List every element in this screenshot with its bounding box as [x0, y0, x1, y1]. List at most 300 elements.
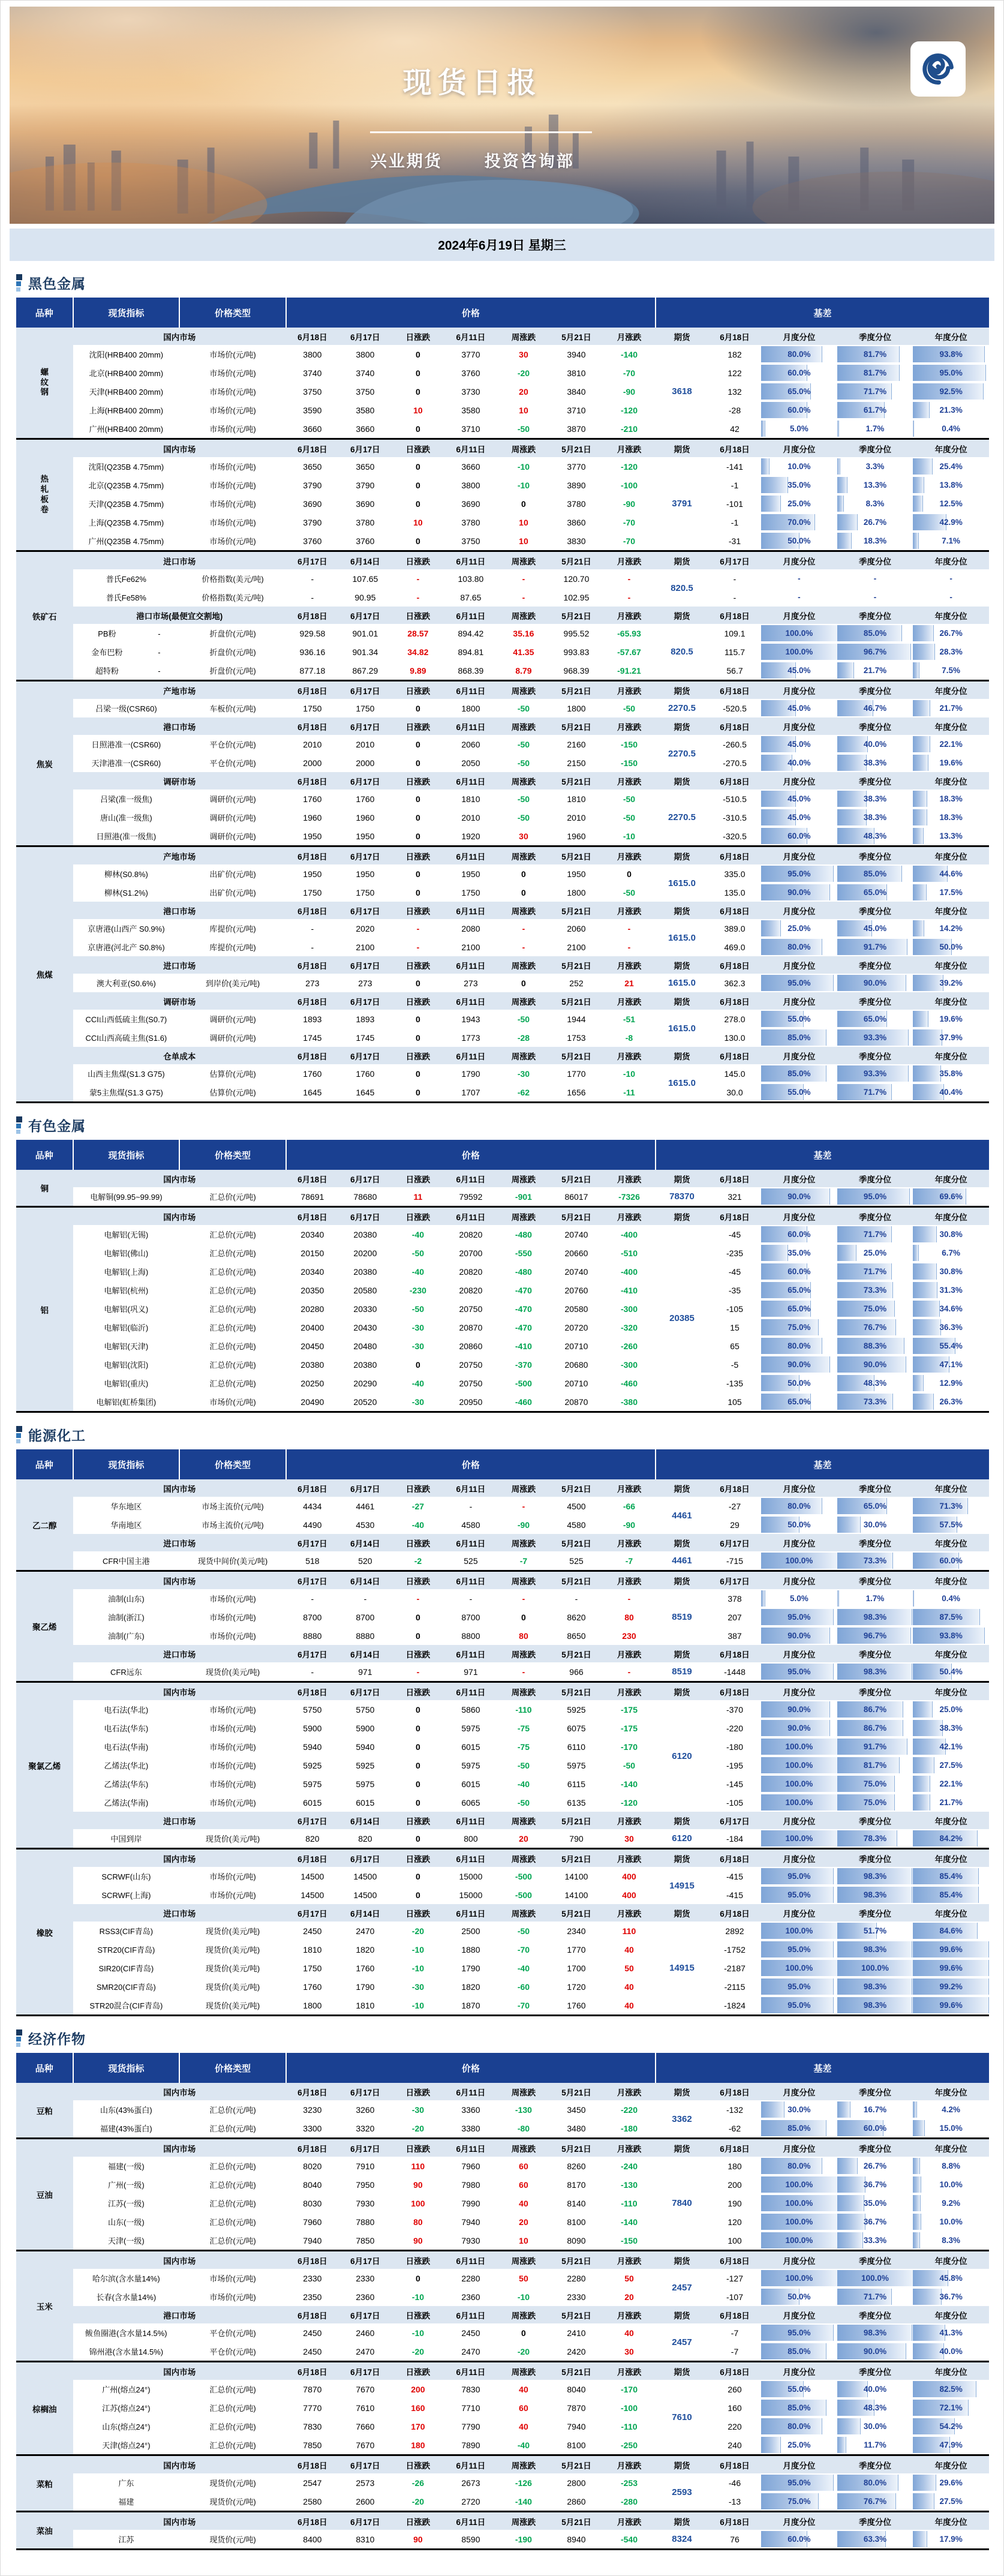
price-cell: 3650 — [303, 461, 322, 472]
date-header: 日涨跌 — [392, 956, 444, 974]
percentile-bar-wrap — [837, 939, 913, 955]
basis-date-header: 6月18日 — [708, 956, 761, 974]
basis-cell: -510.5 — [723, 794, 747, 804]
price-cell: 0 — [416, 1890, 420, 1900]
variety-label: 玉米 — [36, 2302, 53, 2311]
price-cell: 0 — [416, 812, 420, 822]
percentile-value: 35.0% — [787, 481, 811, 490]
percentile-cell — [913, 1262, 989, 1281]
futures-header: 期货 — [656, 1534, 708, 1551]
price-cell: 30 — [519, 349, 528, 359]
percentile-cell — [837, 938, 913, 956]
price-cell: 8310 — [339, 2530, 392, 2550]
price-cell: -50 — [517, 739, 530, 749]
date-header: 月涨跌 — [603, 1479, 656, 1497]
price-cell: 867.29 — [339, 661, 392, 681]
date-header: 5月21日 — [550, 1849, 603, 1868]
basis-cell: 469.0 — [724, 942, 746, 952]
market-header-row — [16, 1645, 989, 1662]
percentile-cell — [837, 789, 913, 808]
price-cell: -10 — [517, 2292, 530, 2302]
price-cell: 4530 — [356, 1520, 375, 1530]
price-type-cell: 市场价(元/吨) — [209, 369, 256, 378]
date-header: 6月17日 — [339, 2362, 392, 2380]
market-header-row — [16, 1479, 989, 1497]
date-header: 5月21日 — [550, 2455, 603, 2474]
price-cell: -140 — [620, 349, 638, 359]
bullet-square — [16, 1116, 22, 1122]
percentile-value: 98.3% — [863, 1890, 887, 1899]
quarterly-percentile-header: 季度分位 — [837, 772, 913, 789]
basis-cell: -715 — [708, 1551, 761, 1571]
futures-price-cell: 20385 — [656, 1225, 708, 1412]
price-cell: -110 — [621, 2421, 638, 2431]
percentile-cell — [913, 2175, 989, 2194]
price-cell: 20380 — [353, 1266, 377, 1277]
percentile-bar-wrap — [761, 1960, 837, 1976]
futures-header: 期货 — [656, 1207, 708, 1226]
price-cell: 3790 — [303, 517, 322, 527]
price-cell: 50 — [519, 2273, 528, 2283]
percentile-value: 26.7% — [939, 629, 963, 638]
percentile-cell — [761, 2212, 837, 2231]
indicator-cell: 电石法(华东) — [104, 1724, 149, 1733]
price-cell: 10 — [497, 532, 550, 551]
percentile-cell — [913, 1318, 989, 1337]
percentile-bar-wrap — [913, 1628, 989, 1644]
percentile-bar-wrap — [913, 755, 989, 771]
yearly-percentile-header: 年度分位 — [913, 717, 989, 735]
date-header: 6月17日 — [339, 2455, 392, 2474]
percentile-cell — [913, 1515, 989, 1534]
bullet-square — [16, 2029, 22, 2035]
percentile-bar-wrap — [837, 589, 913, 605]
percentile-value: 86.7% — [863, 1705, 887, 1714]
price-cell: 10 — [413, 405, 423, 415]
date-header: 月涨跌 — [603, 2455, 656, 2474]
price-cell: -90 — [623, 499, 636, 509]
date-header: 6月11日 — [444, 1479, 497, 1497]
table-header-row — [16, 1449, 989, 1479]
basis-date-header: 6月18日 — [708, 2362, 761, 2380]
yearly-percentile-header: 年度分位 — [913, 1682, 989, 1701]
price-cell: -320 — [620, 1322, 638, 1332]
percentile-cell — [837, 401, 913, 419]
percentile-value: 81.7% — [863, 350, 887, 359]
percentile-bar-wrap — [761, 2214, 837, 2230]
basis-cell: -45 — [728, 1229, 741, 1239]
basis-cell: -62 — [708, 2119, 761, 2139]
percentile-value: 18.3% — [939, 794, 963, 803]
price-cell: - — [603, 1662, 656, 1682]
date-header: 日涨跌 — [392, 1207, 444, 1226]
price-cell: - — [311, 574, 314, 584]
percentile-cell — [761, 345, 837, 364]
indicator-cell: 北京(Q235B 4.75mm) — [88, 481, 164, 490]
price-cell: -10 — [411, 1963, 425, 1973]
date-header: 6月17日 — [286, 1904, 339, 1922]
variety-label: 焦煤 — [36, 971, 53, 980]
price-type-cell: 到岸价(美元/吨) — [205, 979, 260, 988]
variety-label: 橡胶 — [36, 1928, 53, 1938]
price-cell: 5975 — [461, 1760, 480, 1770]
data-row — [16, 513, 989, 532]
percentile-cell — [761, 2417, 837, 2436]
basis-date-header: 6月18日 — [708, 992, 761, 1010]
price-cell: 525 — [444, 1551, 497, 1571]
percentile-bar-wrap — [761, 1282, 837, 1298]
date-header: 周涨跌 — [497, 956, 550, 974]
percentile-cell — [913, 1662, 989, 1682]
date-header: 月涨跌 — [603, 2251, 656, 2269]
data-row — [16, 1551, 989, 1571]
percentile-cell — [913, 1589, 989, 1608]
date-header: 月涨跌 — [603, 2512, 656, 2530]
indicator-cell: 吕梁(准一级焦) — [100, 795, 152, 804]
price-cell: 4580 — [461, 1520, 480, 1530]
futures-header: 期货 — [656, 1904, 708, 1922]
basis-cell: -7 — [731, 2328, 739, 2338]
percentile-cell — [913, 2157, 989, 2175]
price-cell: 3840 — [567, 386, 586, 397]
price-cell: 90 — [392, 2231, 444, 2251]
quarterly-percentile-header: 季度分位 — [837, 551, 913, 570]
price-cell: 2080 — [461, 923, 480, 933]
price-cell: 2470 — [444, 2342, 497, 2362]
indicator-cell: 华东地区 — [110, 1502, 142, 1511]
percentile-cell — [913, 1829, 989, 1849]
data-row — [16, 1244, 989, 1262]
percentile-bar-wrap — [913, 1701, 989, 1718]
percentile-bar-wrap — [837, 477, 913, 493]
yearly-percentile-header: 年度分位 — [913, 607, 989, 624]
date-header: 6月17日 — [339, 328, 392, 345]
date-header: 6月11日 — [444, 1534, 497, 1551]
price-cell: 30 — [603, 1829, 656, 1849]
percentile-cell — [837, 476, 913, 494]
percentile-cell — [837, 457, 913, 476]
date-header: 周涨跌 — [497, 1571, 550, 1590]
price-cell: 20740 — [564, 1229, 588, 1239]
percentile-value: - — [949, 574, 952, 583]
indicator-cell: 电解铜(99.95~99.99) — [73, 1187, 180, 1207]
price-type-cell: 汇总价(元/吨) — [179, 2231, 286, 2251]
data-row — [16, 699, 989, 717]
date-header: 月涨跌 — [603, 1207, 656, 1226]
indicator-cell: 日照港(准一级焦) — [73, 827, 180, 846]
monthly-percentile-header: 月度分位 — [761, 551, 837, 570]
price-cell: -20 — [517, 368, 530, 378]
percentile-value: 85.0% — [863, 869, 887, 878]
price-cell: 0 — [416, 1871, 420, 1881]
data-row — [16, 1392, 989, 1412]
price-cell: 0 — [416, 1797, 420, 1808]
price-cell: 7930 — [356, 2198, 375, 2208]
price-cell: - — [522, 942, 525, 952]
indicator-cell: 油制(广东) — [108, 1632, 145, 1641]
price-cell: 2580 — [286, 2492, 339, 2512]
price-cell: -180 — [603, 2119, 656, 2139]
percentile-value: 55.0% — [787, 1088, 811, 1097]
price-cell: 966 — [550, 1662, 603, 1682]
variety-label: 聚乙烯 — [32, 1623, 57, 1632]
percentile-bar-wrap — [761, 1887, 837, 1903]
data-row — [16, 401, 989, 419]
percentile-bar-wrap — [761, 884, 837, 900]
percentile-cell — [761, 2100, 837, 2119]
price-cell: -70 — [623, 517, 636, 527]
price-type-cell: 折盘价(元/吨) — [209, 648, 256, 657]
price-cell: 2330 — [567, 2292, 586, 2302]
date-header: 6月18日 — [286, 1479, 339, 1497]
futures-header: 期货 — [656, 2083, 708, 2100]
basis-cell: -320.5 — [708, 827, 761, 846]
data-row — [16, 1719, 989, 1737]
percentile-value: 27.5% — [939, 2497, 963, 2506]
indicator-cell: 蒙5主焦煤(S1.3 G75) — [73, 1083, 180, 1103]
yearly-percentile-header: 年度分位 — [913, 439, 989, 458]
percentile-value: 30.0% — [787, 2105, 811, 2114]
monthly-percentile-header: 月度分位 — [761, 1904, 837, 1922]
date-header: 日涨跌 — [392, 2306, 444, 2323]
price-cell: 3760 — [286, 532, 339, 551]
price-cell: 20450 — [300, 1341, 324, 1351]
percentile-value: 47.1% — [939, 1360, 963, 1369]
price-cell: 2010 — [303, 739, 322, 749]
percentile-bar-wrap — [761, 589, 837, 605]
price-cell: 102.95 — [563, 592, 590, 602]
price-cell: 2330 — [356, 2273, 375, 2283]
price-cell: 20 — [519, 386, 528, 397]
percentile-bar-wrap — [837, 533, 913, 549]
percentile-bar-wrap — [913, 1794, 989, 1811]
variety-cell — [16, 1207, 73, 1412]
price-cell: -110 — [515, 1704, 532, 1715]
price-cell: 2460 — [356, 2328, 375, 2338]
date-header: 月涨跌 — [603, 1534, 656, 1551]
indicator-cell: 福建(43%蛋白) — [73, 2119, 180, 2139]
percentile-cell — [913, 1010, 989, 1028]
percentile-value: 26.7% — [863, 2161, 887, 2170]
indicator-cell — [73, 624, 180, 643]
price-cell: 8590 — [444, 2530, 497, 2550]
price-cell: 2010 — [461, 812, 480, 822]
futures-price-cell: 7610 — [656, 2380, 708, 2455]
percentile-cell — [913, 1793, 989, 1812]
price-cell: 525 — [550, 1551, 603, 1571]
percentile-bar-wrap — [761, 1739, 837, 1755]
futures-price-cell: 14915 — [669, 1880, 695, 1891]
percentile-value: 90.0% — [787, 1705, 811, 1714]
price-cell: 0 — [521, 869, 526, 879]
price-cell: -70 — [517, 1944, 530, 1954]
yearly-percentile-header: 年度分位 — [913, 2362, 989, 2380]
price-cell: -10 — [411, 1944, 425, 1954]
percentile-value: 85.0% — [787, 2124, 811, 2133]
percentile-cell — [913, 1886, 989, 1904]
percentile-value: 17.9% — [939, 2535, 963, 2544]
price-cell: -27 — [411, 1501, 425, 1511]
percentile-value: 71.7% — [863, 1267, 887, 1276]
price-type-cell: 市场价(元/吨) — [209, 1632, 256, 1641]
basis-date-header: 6月18日 — [708, 2139, 761, 2157]
bullet-square — [16, 1433, 21, 1438]
monthly-percentile-header: 月度分位 — [761, 1479, 837, 1497]
price-cell: 1645 — [286, 1083, 339, 1103]
price-cell: 180 — [392, 2436, 444, 2455]
section-title-text: 黑色金属 — [28, 276, 86, 292]
percentile-value: 98.3% — [863, 1613, 887, 1622]
price-cell: - — [311, 942, 314, 952]
percentile-value: 90.0% — [787, 1192, 811, 1201]
price-cell: 2060 — [461, 739, 480, 749]
percentile-cell — [837, 494, 913, 513]
price-cell: 1950 — [356, 869, 375, 879]
percentile-bar-wrap — [837, 975, 913, 991]
price-cell: 20580 — [564, 1304, 588, 1314]
percentile-cell — [761, 1793, 837, 1812]
date-header: 周涨跌 — [497, 1170, 550, 1187]
percentile-cell — [761, 1589, 837, 1608]
percentile-bar-wrap — [761, 1084, 837, 1100]
price-cell: 40 — [624, 1944, 634, 1954]
percentile-cell — [913, 1083, 989, 1103]
date-header: 5月21日 — [550, 2251, 603, 2269]
percentile-cell — [837, 1662, 913, 1682]
percentile-cell — [913, 2530, 989, 2550]
percentile-cell — [837, 2119, 913, 2139]
percentile-value: 95.0% — [787, 978, 811, 987]
percentile-value: 85.4% — [939, 1872, 963, 1881]
price-cell: 3320 — [339, 2119, 392, 2139]
date-header: 周涨跌 — [497, 772, 550, 789]
percentile-cell — [761, 382, 837, 401]
percentile-cell — [913, 1299, 989, 1318]
percentile-bar-wrap — [761, 1757, 837, 1773]
price-cell: -170 — [620, 1742, 638, 1752]
percentile-cell — [761, 588, 837, 607]
price-type-cell: 汇总价(元/吨) — [209, 2404, 256, 2413]
data-row — [16, 1337, 989, 1355]
price-cell: 2000 — [356, 758, 375, 768]
price-cell: 160 — [411, 2403, 425, 2413]
price-cell: 5750 — [356, 1704, 375, 1715]
yearly-percentile-header: 年度分位 — [913, 1047, 989, 1064]
price-cell: 2000 — [303, 758, 322, 768]
data-row — [16, 345, 989, 364]
date-header: 5月21日 — [550, 607, 603, 624]
price-cell: -50 — [623, 887, 636, 897]
price-cell: -50 — [517, 794, 530, 804]
yearly-percentile-header: 年度分位 — [913, 772, 989, 789]
percentile-value: 65.0% — [863, 1502, 887, 1511]
data-row — [16, 1299, 989, 1318]
percentile-cell — [837, 2287, 913, 2306]
monthly-percentile-header: 月度分位 — [761, 2139, 837, 2157]
price-cell: 7890 — [444, 2436, 497, 2455]
indicator-dash: - — [158, 648, 161, 657]
percentile-value: 81.7% — [863, 368, 887, 377]
percentile-cell — [837, 1244, 913, 1262]
percentile-value: 40.0% — [863, 740, 887, 749]
percentile-bar-wrap — [913, 975, 989, 991]
futures-price-cell: 1615.0 — [656, 1064, 708, 1103]
price-cell: -30 — [411, 2104, 425, 2115]
data-row — [16, 1281, 989, 1299]
price-cell: 0 — [416, 739, 420, 749]
futures-header: 期货 — [656, 992, 708, 1010]
percentile-value: 21.7% — [939, 704, 963, 713]
percentile-bar-wrap — [913, 2493, 989, 2509]
percentile-value: 90.0% — [787, 1631, 811, 1640]
percentile-cell — [761, 1959, 837, 1977]
futures-header: 期货 — [656, 1645, 708, 1662]
percentile-cell — [837, 699, 913, 717]
price-cell: 7940 — [567, 2421, 586, 2431]
price-cell: 6015 — [356, 1797, 375, 1808]
percentile-value: 18.3% — [863, 536, 887, 545]
price-cell: 3810 — [567, 368, 586, 378]
yearly-percentile-header: 年度分位 — [913, 1645, 989, 1662]
percentile-cell — [761, 864, 837, 883]
basis-cell: 260 — [728, 2384, 742, 2394]
price-type-cell: 市场价(元/吨) — [179, 532, 286, 551]
basis-cell: 387 — [728, 1631, 742, 1641]
data-row — [16, 624, 989, 643]
percentile-value: 51.7% — [863, 1926, 887, 1935]
price-cell: 3800 — [303, 349, 322, 359]
price-cell: 3870 — [550, 419, 603, 439]
price-cell: 3710 — [567, 405, 586, 415]
price-cell: 3750 — [303, 386, 322, 397]
indicator-cell: 广州(熔点24°) — [102, 2385, 151, 2394]
indicator-cell: 油制(浙江) — [108, 1613, 145, 1622]
indicator-cell: 日照港准一(CSR60) — [91, 740, 161, 749]
percentile-value: 25.0% — [787, 499, 811, 508]
data-row — [16, 2323, 989, 2342]
price-cell: 968.39 — [550, 661, 603, 681]
futures-header: 期货 — [656, 2362, 708, 2380]
price-cell: -10 — [517, 461, 530, 472]
price-cell: 20200 — [353, 1248, 377, 1258]
percentile-cell — [761, 1775, 837, 1793]
percentile-value: 10.0% — [787, 462, 811, 471]
quarterly-percentile-header: 季度分位 — [837, 328, 913, 345]
percentile-cell — [913, 661, 989, 681]
data-row — [16, 1497, 989, 1515]
market-label: 国内市场 — [73, 2139, 286, 2157]
monthly-percentile-header: 月度分位 — [761, 902, 837, 919]
price-cell: -240 — [620, 2161, 638, 2171]
basis-date-header: 6月18日 — [708, 328, 761, 345]
price-cell: 14500 — [353, 1871, 377, 1881]
percentile-bar-wrap — [837, 1394, 913, 1410]
futures-price-cell: 3362 — [656, 2100, 708, 2139]
quarterly-percentile-header: 季度分位 — [837, 1047, 913, 1064]
percentile-cell — [761, 2269, 837, 2287]
futures-header: 期货 — [656, 1849, 708, 1868]
percentile-bar-wrap — [761, 1319, 837, 1335]
percentile-bar-wrap — [837, 1065, 913, 1082]
data-row — [16, 1959, 989, 1977]
indicator-cell: 华南地区 — [110, 1521, 142, 1530]
percentile-bar-wrap — [913, 2343, 989, 2359]
percentile-bar-wrap — [761, 2418, 837, 2434]
percentile-value: 91.7% — [863, 1742, 887, 1751]
percentile-cell — [837, 345, 913, 364]
price-cell: 0 — [416, 499, 420, 509]
percentile-bar-wrap — [837, 1188, 913, 1205]
